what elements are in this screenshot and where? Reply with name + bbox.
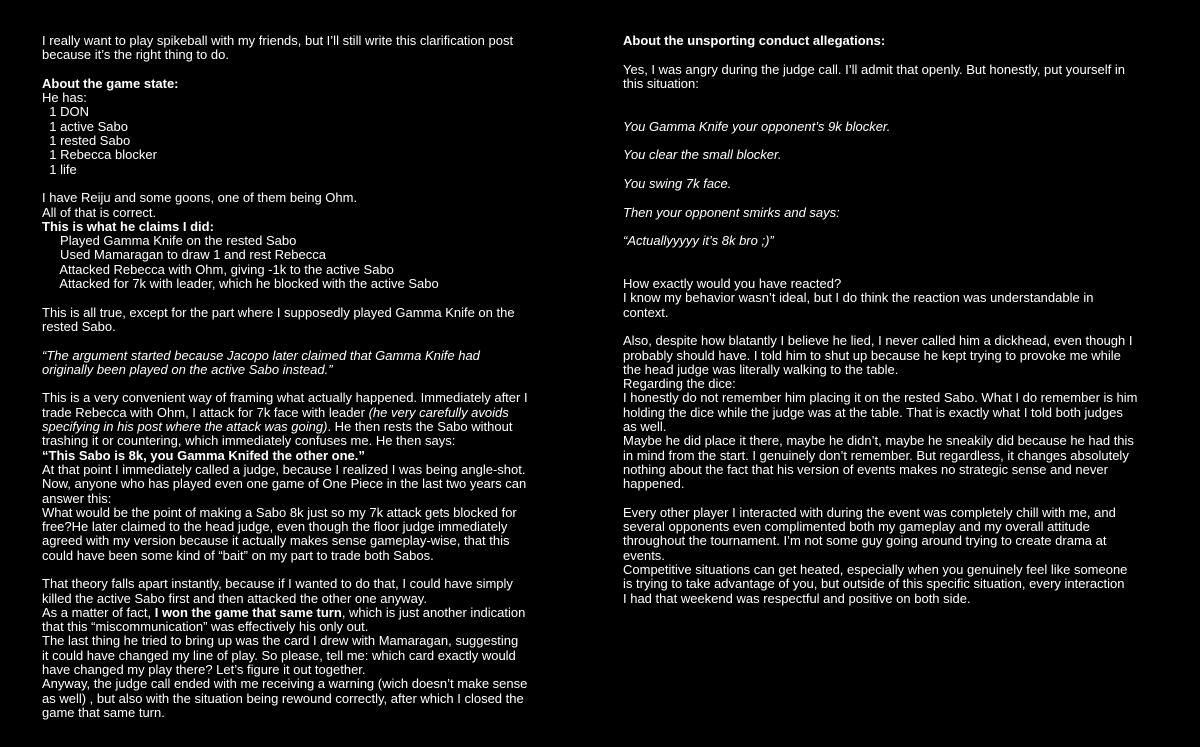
section-heading: This is what he claims I did: (42, 218, 214, 234)
text-line: Yes, I was angry during the judge call. I’ll admit that openly. But honestly, put yourself in (623, 61, 1125, 77)
text-line: it could have changed my line of play. So please, tell me: which card exactly would (42, 647, 516, 663)
text-line: Competitive situations can get heated, especially when you genuinely feel like someone (623, 561, 1128, 577)
text-line (42, 63, 542, 77)
text-line (623, 492, 1143, 506)
text-line: holding the dice while the judge was at the table. That is exactly what I told both judges (623, 404, 1123, 420)
text-line: game that same turn. (42, 704, 165, 720)
text-line: is trying to take advantage of you, but outside of this specific situation, every interaction (623, 576, 1125, 592)
text-line: could have been some kind of “bait” on my part to trade both Sabos. (42, 547, 434, 563)
text-line: free?He later claimed to the head judge, even though the floor judge immediately (42, 519, 508, 535)
text-line: as well. (623, 419, 667, 435)
text-line: the head judge was literally walking to the table. (623, 361, 899, 377)
bold-text: I won the game that same turn (154, 604, 342, 620)
text-line: I had that weekend was respectful and positive on both side. (623, 590, 971, 606)
text-line: Now, anyone who has played even one game of One Piece in the last two years can (42, 476, 527, 492)
text-line: that this “miscommunication” was effectively his only out. (42, 619, 369, 635)
text-line: Then your opponent smirks and says: (623, 204, 840, 220)
text-line: Used Mamaragan to draw 1 and rest Rebecca (42, 247, 326, 263)
text-line: I have Reiju and some goons, one of them being Ohm. (42, 190, 358, 206)
text-line: All of that is correct. (42, 204, 157, 220)
text-line: 1 Rebecca blocker (42, 147, 157, 163)
text-line (623, 263, 1143, 277)
text-line (623, 163, 1143, 177)
text-line (42, 563, 542, 577)
text-line: You Gamma Knife your opponent’s 9k blocker. (623, 118, 891, 134)
text-line (623, 105, 1143, 119)
text-line: Every other player I interacted with during the event was completely chill with me, and (623, 504, 1116, 520)
text-line: 1 DON (42, 104, 89, 120)
text-line: This is all true, except for the part where I supposedly played Gamma Knife on the (42, 304, 515, 320)
text-line: “Actuallyyyyy it’s 8k bro ;)” (623, 233, 774, 249)
text-line (42, 420, 542, 434)
text-line: nothing about the fact that his version of events makes no strategic sense and never (623, 461, 1108, 477)
text-line (623, 220, 1143, 234)
text-line (623, 248, 1143, 262)
text-line: 1 life (42, 161, 77, 177)
section-heading: “This Sabo is 8k, you Gamma Knifed the other one.” (42, 447, 365, 463)
text-line: this situation: (623, 75, 699, 91)
text-line: This is a very convenient way of framing what actually happened. Immediately after I (42, 390, 528, 406)
text-line: happened. (623, 476, 685, 492)
text-line (623, 134, 1143, 148)
text-line: because it’s the right thing to do. (42, 47, 229, 63)
text-line: That theory falls apart instantly, because if I wanted to do that, I could have simply (42, 576, 513, 592)
text-line: Attacked for 7k with leader, which he blocked with the active Sabo (42, 276, 439, 292)
text-line: have changed my play there? Let’s figure it out together. (42, 662, 366, 678)
text-line: The last thing he tried to bring up was the card I drew with Mamaragan, suggesting (42, 633, 519, 649)
text-line: rested Sabo. (42, 318, 116, 334)
text-line (623, 320, 1143, 334)
text-line (42, 377, 542, 391)
italic-text: specifying in his post where the attack was going) (42, 419, 328, 435)
text-line: answer this: (42, 490, 112, 506)
text-line: originally been played on the active Sabo instead.” (42, 361, 333, 377)
text-line: as well) , but also with the situation being rewound correctly, after which I closed the (42, 690, 524, 706)
text-line: You swing 7k face. (623, 175, 732, 191)
text-line: throughout the tournament. I’m not some guy going around trying to create drama at (623, 533, 1107, 549)
text-line: in mind from the start. I genuinely don’t remember. But regardless, it changes absolutely (623, 447, 1129, 463)
text-line: At that point I immediately called a judge, because I realized I was being angle-shot. (42, 461, 526, 477)
right-column (623, 34, 1143, 606)
text-line: I honestly do not remember him placing it on the rested Sabo. What I do remember is him (623, 390, 1138, 406)
text-line: context. (623, 304, 669, 320)
text-line: “The argument started because Jacopo later claimed that Gamma Knife had (42, 347, 480, 363)
text-line: I really want to play spikeball with my friends, but I’ll still write this clarification post (42, 33, 514, 48)
text-line: Also, despite how blatantly I believe he lied, I never called him a dickhead, even though I (623, 333, 1133, 349)
text-line: agreed with my version because it actually makes sense gameplay-wise, that this (42, 533, 510, 549)
section-heading: About the unsporting conduct allegations: (623, 33, 886, 48)
italic-text: (he very carefully avoids (368, 404, 509, 420)
text-line: killed the active Sabo first and then attacked the other one anyway. (42, 590, 427, 606)
text-line (42, 291, 542, 305)
text-run: . He then rests the Sabo without (327, 419, 513, 435)
text-line: several opponents even complimented both my gameplay and my overall attitude (623, 519, 1090, 535)
text-line (42, 334, 542, 348)
left-column (42, 34, 542, 720)
text-line: 1 rested Sabo (42, 133, 131, 149)
text-run: , which is just another indication (341, 604, 526, 620)
text-line (623, 91, 1143, 105)
text-line: You clear the small blocker. (623, 147, 782, 163)
text-line: 1 active Sabo (42, 118, 128, 134)
text-line: probably should have. I told him to shut up because he kept trying to provoke me while (623, 347, 1121, 363)
text-line (623, 191, 1143, 205)
text-line: events. (623, 547, 665, 563)
text-line: Maybe he did place it there, maybe he didn’t, maybe he sneakily did because he had this (623, 433, 1134, 449)
text-line: Played Gamma Knife on the rested Sabo (42, 233, 297, 249)
text-line: What would be the point of making a Sabo 8k just so my 7k attack gets blocked for (42, 504, 517, 520)
text-line (42, 406, 542, 420)
text-line: Anyway, the judge call ended with me receiving a warning (wich doesn’t make sense (42, 676, 528, 692)
text-line: trashing it or countering, which immediately confuses me. He then says: (42, 433, 456, 449)
text-line: How exactly would you have reacted? (623, 276, 842, 292)
text-line: Regarding the dice: (623, 376, 736, 392)
text-line: I know my behavior wasn’t ideal, but I do think the reaction was understandable in (623, 290, 1094, 306)
text-run: As a matter of fact, (42, 604, 155, 620)
text-line (623, 48, 1143, 62)
text-line (42, 606, 542, 620)
text-line (42, 177, 542, 191)
text-line: He has: (42, 90, 87, 106)
text-line: Attacked Rebecca with Ohm, giving -1k to the active Sabo (42, 261, 394, 277)
section-heading: About the game state: (42, 75, 179, 91)
text-run: trade Rebecca with Ohm, I attack for 7k face with leader (42, 404, 369, 420)
